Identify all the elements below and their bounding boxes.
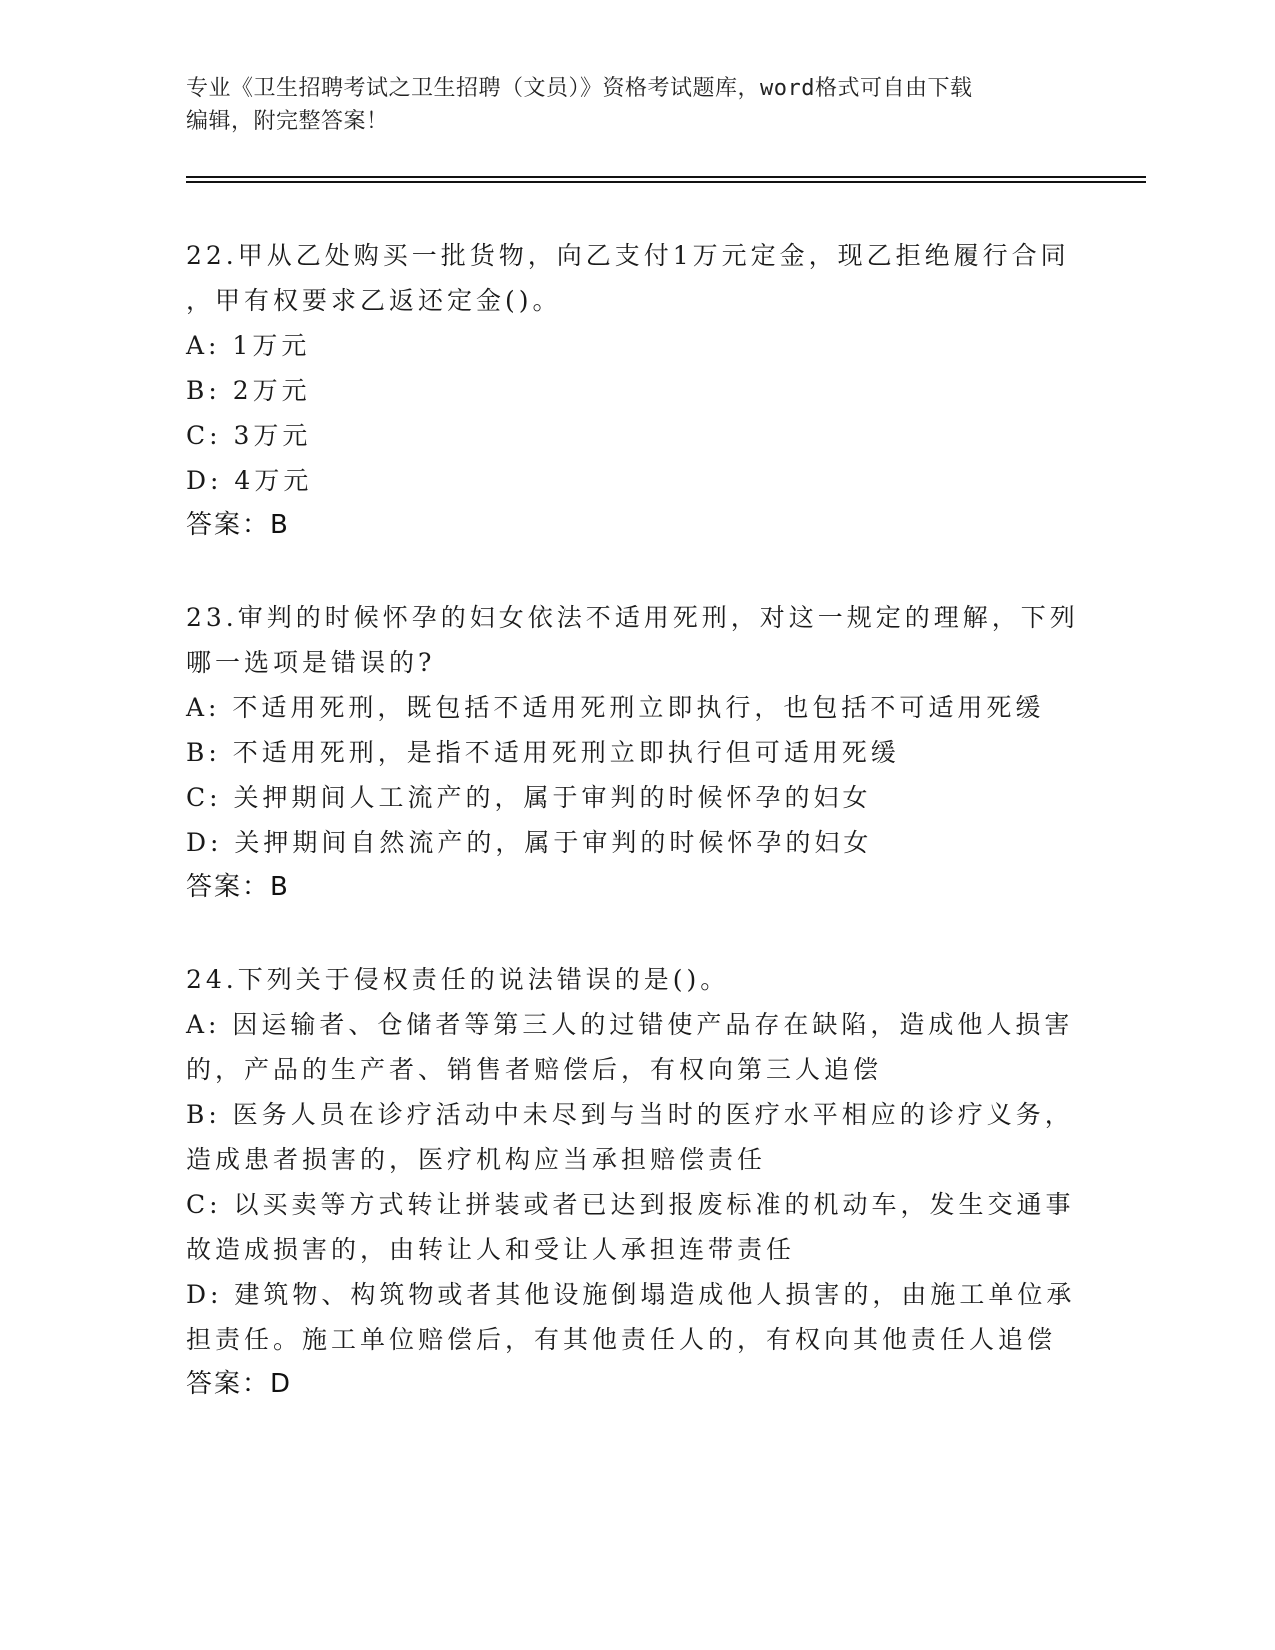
question-22 bbox=[186, 233, 1070, 548]
answer-label: 答案：B bbox=[186, 510, 290, 540]
option-a-line-1: A: 因运输者、仓储者等第三人的过错使产品存在缺陷，造成他人损害 bbox=[186, 1010, 1074, 1039]
question-stem-line: 24.下列关于侵权责任的说法错误的是()。 bbox=[186, 965, 730, 994]
option-c-line-1: C: 以买卖等方式转让拼装或者已达到报废标准的机动车，发生交通事 bbox=[186, 1190, 1075, 1219]
option-d: D: 关押期间自然流产的，属于审判的时候怀孕的妇女 bbox=[186, 828, 873, 857]
option-a: A: 不适用死刑，既包括不适用死刑立即执行，也包括不可适用死缓 bbox=[186, 693, 1045, 722]
option-b: B: 不适用死刑，是指不适用死刑立即执行但可适用死缓 bbox=[186, 738, 900, 767]
answer-label: 答案：B bbox=[186, 872, 290, 902]
header-divider-top bbox=[186, 176, 1146, 178]
header-line-2: 编辑，附完整答案！ bbox=[186, 109, 389, 134]
option-c: C: 关押期间人工流产的，属于审判的时候怀孕的妇女 bbox=[186, 783, 872, 812]
question-stem-line: 22.甲从乙处购买一批货物，向乙支付1万元定金，现乙拒绝履行合同 bbox=[186, 241, 1070, 270]
option-b-line-2: 造成患者损害的，医疗机构应当承担赔偿责任 bbox=[186, 1145, 767, 1174]
option-c: C: 3万元 bbox=[186, 421, 312, 450]
option-b: B: 2万元 bbox=[186, 376, 311, 405]
question-stem-line: ，甲有权要求乙返还定金()。 bbox=[186, 286, 562, 315]
option-d: D: 4万元 bbox=[186, 466, 313, 495]
question-stem-line: 哪一选项是错误的? bbox=[186, 648, 436, 677]
question-23 bbox=[186, 595, 1079, 910]
header-divider-bottom bbox=[186, 181, 1146, 183]
header-line-1: 专业《卫生招聘考试之卫生招聘（文员）》资格考试题库，word格式可自由下载 bbox=[186, 76, 973, 101]
option-a: A: 1万元 bbox=[186, 331, 311, 360]
document-header bbox=[186, 72, 1066, 138]
question-24 bbox=[186, 957, 1076, 1407]
option-c-line-2: 故造成损害的，由转让人和受让人承担连带责任 bbox=[186, 1235, 796, 1264]
option-d-line-2: 担责任。施工单位赔偿后，有其他责任人的，有权向其他责任人追偿 bbox=[186, 1325, 1057, 1354]
option-a-line-2: 的，产品的生产者、销售者赔偿后，有权向第三人追偿 bbox=[186, 1055, 883, 1084]
question-stem-line: 23.审判的时候怀孕的妇女依法不适用死刑，对这一规定的理解，下列 bbox=[186, 603, 1079, 632]
answer-label: 答案：D bbox=[186, 1369, 293, 1399]
option-b-line-1: B: 医务人员在诊疗活动中未尽到与当时的医疗水平相应的诊疗义务， bbox=[186, 1100, 1074, 1129]
option-d-line-1: D: 建筑物、构筑物或者其他设施倒塌造成他人损害的，由施工单位承 bbox=[186, 1280, 1076, 1309]
